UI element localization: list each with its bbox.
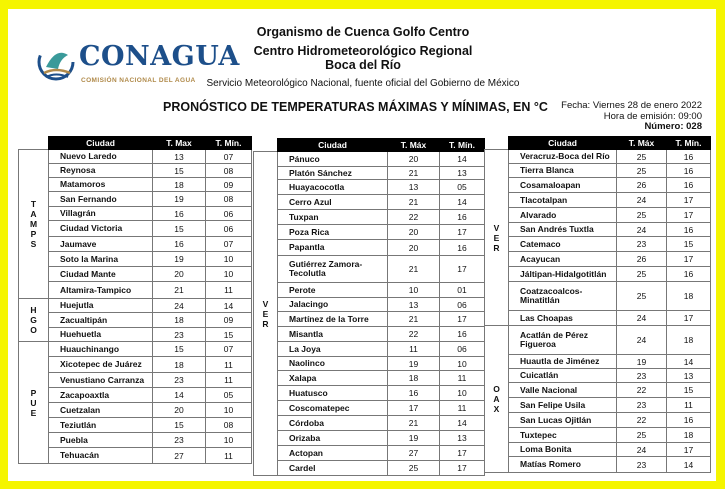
tmin-value: 06 xyxy=(440,298,485,312)
tmin-value: 08 xyxy=(206,164,252,178)
tmax-value: 19 xyxy=(617,355,667,369)
tmin-value: 14 xyxy=(440,195,485,210)
city-name: Coscomatepec xyxy=(278,401,388,416)
table-row xyxy=(19,207,252,221)
table-row xyxy=(19,418,252,433)
table-row xyxy=(19,237,252,252)
tmax-value: 16 xyxy=(153,237,206,252)
forecast-sheet xyxy=(8,9,716,481)
table-row xyxy=(485,398,711,413)
logo-subtitle: COMISIÓN NACIONAL DEL AGUA xyxy=(81,77,196,84)
table-row xyxy=(19,373,252,388)
city-name: Cuicatlán xyxy=(509,369,617,383)
tmax-value: 21 xyxy=(388,256,440,283)
tmax-value: 24 xyxy=(617,223,667,237)
tmin-value: 11 xyxy=(206,282,252,299)
city-name: Acayucan xyxy=(509,252,617,267)
service-line: Servicio Meteorológico Nacional, fuente oficial del Gobierno de México xyxy=(206,78,520,89)
table-header xyxy=(485,137,711,150)
table-row xyxy=(485,383,711,398)
table-row xyxy=(485,355,711,369)
table-row xyxy=(485,282,711,311)
forecast-table-3 xyxy=(484,136,711,473)
city-name: San Fernando xyxy=(49,192,153,207)
tmin-value: 09 xyxy=(206,178,252,192)
table-row xyxy=(254,256,485,283)
city-header: Ciudad xyxy=(509,137,617,150)
tmin-value: 07 xyxy=(206,237,252,252)
table-row xyxy=(254,357,485,371)
table-row xyxy=(485,413,711,428)
tmax-value: 19 xyxy=(153,192,206,207)
tmin-value: 17 xyxy=(667,252,711,267)
city-name: Huejutla xyxy=(49,299,153,313)
state-label: V E R xyxy=(485,150,509,326)
table-row xyxy=(19,388,252,403)
tmax-value: 13 xyxy=(388,298,440,312)
tmax-value: 17 xyxy=(388,401,440,416)
table-row xyxy=(485,164,711,178)
state-label: O A X xyxy=(485,326,509,473)
table-row xyxy=(254,431,485,446)
city-name: San Lucas Ojitlán xyxy=(509,413,617,428)
tmax-value: 16 xyxy=(388,386,440,401)
city-name: Teziutlán xyxy=(49,418,153,433)
tmax-value: 19 xyxy=(388,357,440,371)
tmin-value: 16 xyxy=(440,210,485,225)
tmin-value: 11 xyxy=(206,448,252,464)
table-row xyxy=(485,443,711,457)
city-name: Tuxtepec xyxy=(509,428,617,443)
conagua-emblem-icon xyxy=(36,37,76,87)
table-row xyxy=(254,312,485,327)
tmin-value: 17 xyxy=(667,193,711,208)
tmin-value: 16 xyxy=(440,327,485,342)
city-name: Las Choapas xyxy=(509,311,617,326)
tmax-value: 13 xyxy=(388,180,440,195)
tmax-value: 20 xyxy=(388,225,440,240)
table-row xyxy=(485,267,711,282)
table-row xyxy=(254,416,485,431)
city-name: Zacapoaxtla xyxy=(49,388,153,403)
city-name: Matías Romero xyxy=(509,457,617,473)
tmin-value: 17 xyxy=(667,208,711,223)
table-row xyxy=(19,267,252,282)
table-row xyxy=(19,403,252,418)
tmin-value: 09 xyxy=(206,313,252,328)
tmax-value: 23 xyxy=(153,433,206,448)
tmax-value: 21 xyxy=(388,312,440,327)
city-name: Acatlán de Pérez Figueroa xyxy=(509,326,617,355)
table-row xyxy=(19,357,252,373)
tmax-value: 20 xyxy=(153,403,206,418)
city-name: Jáltipan-Hidalgotitlán xyxy=(509,267,617,282)
tmin-header: T. Mín. xyxy=(440,139,485,152)
issue-number: Número: 028 xyxy=(644,121,702,132)
tmin-value: 17 xyxy=(440,256,485,283)
table-row xyxy=(485,150,711,164)
city-name: Huayacocotla xyxy=(278,180,388,195)
city-name: Poza Rica xyxy=(278,225,388,240)
table-row xyxy=(485,369,711,383)
tmax-value: 24 xyxy=(617,443,667,457)
tmax-value: 11 xyxy=(388,342,440,357)
table-row xyxy=(254,342,485,357)
tmax-value: 23 xyxy=(153,328,206,342)
tmax-value: 25 xyxy=(617,267,667,282)
tmin-value: 06 xyxy=(206,221,252,237)
tmax-value: 23 xyxy=(617,398,667,413)
city-name: Zacualtipán xyxy=(49,313,153,328)
table-row xyxy=(485,208,711,223)
state-label: H G O xyxy=(19,299,49,342)
tmax-header: T. Máx xyxy=(617,137,667,150)
tmax-value: 22 xyxy=(388,327,440,342)
table-row xyxy=(485,428,711,443)
tmin-value: 07 xyxy=(206,342,252,357)
city-name: Jalacingo xyxy=(278,298,388,312)
table-header xyxy=(254,139,485,152)
tmin-value: 06 xyxy=(440,342,485,357)
tmax-value: 21 xyxy=(388,167,440,180)
city-name: Cerro Azul xyxy=(278,195,388,210)
tmin-value: 15 xyxy=(667,383,711,398)
city-name: Ciudad Mante xyxy=(49,267,153,282)
table-row xyxy=(19,342,252,357)
page-title: PRONÓSTICO DE TEMPERATURAS MÁXIMAS Y MÍNIMAS, EN °C xyxy=(163,100,548,114)
tmin-value: 10 xyxy=(440,386,485,401)
tmax-value: 21 xyxy=(388,195,440,210)
tmax-value: 25 xyxy=(617,150,667,164)
tmax-value: 18 xyxy=(153,178,206,192)
city-name: Catemaco xyxy=(509,237,617,252)
city-name: Jaumave xyxy=(49,237,153,252)
tmax-value: 21 xyxy=(388,416,440,431)
table-row xyxy=(485,193,711,208)
city-name: Altamira-Tampico xyxy=(49,282,153,299)
city-name: Perote xyxy=(278,283,388,298)
tmax-value: 18 xyxy=(388,371,440,386)
tmin-value: 17 xyxy=(440,461,485,476)
table-row xyxy=(485,223,711,237)
tmax-value: 25 xyxy=(617,428,667,443)
table-row xyxy=(19,282,252,299)
table-row xyxy=(254,446,485,461)
tmin-value: 14 xyxy=(667,355,711,369)
tmin-value: 16 xyxy=(667,178,711,193)
tmin-value: 10 xyxy=(206,252,252,267)
city-name: Tlacotalpan xyxy=(509,193,617,208)
table-row xyxy=(19,252,252,267)
state-header xyxy=(485,137,509,150)
tmin-value: 10 xyxy=(206,433,252,448)
tmin-value: 14 xyxy=(667,457,711,473)
tmin-value: 11 xyxy=(667,398,711,413)
table-header xyxy=(19,137,252,150)
table-row xyxy=(19,192,252,207)
tmax-value: 20 xyxy=(388,152,440,167)
state-label: T A M P S xyxy=(19,150,49,299)
logo-wordmark: CONAGUA xyxy=(79,41,240,72)
tmax-value: 22 xyxy=(617,383,667,398)
state-label: V E R xyxy=(254,152,278,476)
tmin-value: 14 xyxy=(206,299,252,313)
city-name: San Andrés Tuxtla xyxy=(509,223,617,237)
state-label: P U E xyxy=(19,342,49,464)
city-name: Reynosa xyxy=(49,164,153,178)
table-row xyxy=(254,386,485,401)
tmax-value: 24 xyxy=(153,299,206,313)
tmax-value: 16 xyxy=(153,207,206,221)
table-row xyxy=(19,164,252,178)
table-row xyxy=(254,371,485,386)
tmax-value: 15 xyxy=(153,418,206,433)
table-row xyxy=(254,283,485,298)
conagua-logo xyxy=(36,37,240,89)
city-name: Huautla de Jiménez xyxy=(509,355,617,369)
city-name: Naolinco xyxy=(278,357,388,371)
tmin-value: 14 xyxy=(440,416,485,431)
tmin-value: 17 xyxy=(667,443,711,457)
city-name: Orizaba xyxy=(278,431,388,446)
tmax-value: 24 xyxy=(617,193,667,208)
city-name: Martínez de la Torre xyxy=(278,312,388,327)
table-row xyxy=(254,167,485,180)
table-row xyxy=(485,252,711,267)
city-name: Nuevo Laredo xyxy=(49,150,153,164)
tmax-value: 20 xyxy=(153,267,206,282)
tmin-value: 11 xyxy=(440,401,485,416)
tmax-value: 24 xyxy=(617,311,667,326)
city-name: Pánuco xyxy=(278,152,388,167)
city-name: Tierra Blanca xyxy=(509,164,617,178)
table-row xyxy=(485,326,711,355)
tmin-header: T. Mín. xyxy=(206,137,252,150)
city-name: Tuxpan xyxy=(278,210,388,225)
tmin-value: 18 xyxy=(667,282,711,311)
table-row xyxy=(485,237,711,252)
table-row xyxy=(485,457,711,473)
org-title: Organismo de Cuenca Golfo Centro xyxy=(256,25,470,39)
issue-date: Fecha: Viernes 28 de enero 2022 xyxy=(561,100,702,111)
tmax-value: 15 xyxy=(153,221,206,237)
tmin-value: 17 xyxy=(440,446,485,461)
tmin-value: 15 xyxy=(206,328,252,342)
city-name: Papantla xyxy=(278,240,388,256)
city-name: Cuetzalan xyxy=(49,403,153,418)
city-name: Ciudad Victoria xyxy=(49,221,153,237)
tmax-value: 20 xyxy=(388,240,440,256)
city-name: Misantla xyxy=(278,327,388,342)
tmax-value: 23 xyxy=(617,457,667,473)
tmax-value: 24 xyxy=(617,326,667,355)
city-name: Xicotepec de Juárez xyxy=(49,357,153,373)
table-row xyxy=(254,298,485,312)
tmin-value: 14 xyxy=(440,152,485,167)
city-name: Veracruz-Boca del Río xyxy=(509,150,617,164)
tmax-value: 19 xyxy=(153,252,206,267)
center-title: Centro Hidrometeorológico Regional xyxy=(253,44,473,58)
forecast-table-2 xyxy=(253,138,485,476)
table-row xyxy=(485,311,711,326)
tmax-value: 22 xyxy=(388,210,440,225)
table-row xyxy=(254,401,485,416)
tmax-value: 23 xyxy=(617,369,667,383)
city-name: Loma Bonita xyxy=(509,443,617,457)
tmax-value: 15 xyxy=(153,164,206,178)
tmin-value: 18 xyxy=(667,428,711,443)
tmin-value: 17 xyxy=(440,312,485,327)
state-header xyxy=(19,137,49,150)
city-name: Huehuetla xyxy=(49,328,153,342)
city-header: Ciudad xyxy=(278,139,388,152)
tmin-value: 11 xyxy=(440,371,485,386)
city-name: Actopan xyxy=(278,446,388,461)
tmin-value: 11 xyxy=(206,357,252,373)
tmax-value: 23 xyxy=(617,237,667,252)
tmin-value: 08 xyxy=(206,418,252,433)
tmin-value: 05 xyxy=(440,180,485,195)
tmin-value: 10 xyxy=(206,267,252,282)
tmax-value: 13 xyxy=(153,150,206,164)
city-name: Cardel xyxy=(278,461,388,476)
table-row xyxy=(19,299,252,313)
state-header xyxy=(254,139,278,152)
table-row xyxy=(254,327,485,342)
tmin-value: 10 xyxy=(440,357,485,371)
tmax-value: 27 xyxy=(153,448,206,464)
tmin-value: 16 xyxy=(667,164,711,178)
table-row xyxy=(254,152,485,167)
tmax-value: 18 xyxy=(153,313,206,328)
tmax-header: T. Max xyxy=(153,137,206,150)
table-row xyxy=(254,240,485,256)
table-row xyxy=(19,150,252,164)
table-row xyxy=(254,210,485,225)
table-row xyxy=(254,180,485,195)
city-name: Huauchinango xyxy=(49,342,153,357)
table-row xyxy=(19,178,252,192)
tmin-value: 16 xyxy=(667,413,711,428)
city-name: Venustiano Carranza xyxy=(49,373,153,388)
tmax-value: 25 xyxy=(617,282,667,311)
city-name: Huatusco xyxy=(278,386,388,401)
city-name: Platón Sánchez xyxy=(278,167,388,180)
tmax-value: 23 xyxy=(153,373,206,388)
tmin-value: 16 xyxy=(667,223,711,237)
tmax-value: 26 xyxy=(617,252,667,267)
table-row xyxy=(19,448,252,464)
tmin-value: 13 xyxy=(440,167,485,180)
city-name: Cosamaloapan xyxy=(509,178,617,193)
tmin-value: 10 xyxy=(206,403,252,418)
city-name: Tehuacán xyxy=(49,448,153,464)
tmax-value: 27 xyxy=(388,446,440,461)
tmax-value: 21 xyxy=(153,282,206,299)
tmin-value: 15 xyxy=(667,237,711,252)
tmax-value: 14 xyxy=(153,388,206,403)
city-name: Xalapa xyxy=(278,371,388,386)
tmin-value: 06 xyxy=(206,207,252,221)
table-row xyxy=(19,313,252,328)
table-row xyxy=(19,433,252,448)
city-name: Matamoros xyxy=(49,178,153,192)
tmax-value: 10 xyxy=(388,283,440,298)
tmin-header: T. Mín. xyxy=(667,137,711,150)
tmax-value: 22 xyxy=(617,413,667,428)
table-row xyxy=(254,225,485,240)
tmin-value: 16 xyxy=(667,150,711,164)
tmin-value: 08 xyxy=(206,192,252,207)
city-name: La Joya xyxy=(278,342,388,357)
tmin-value: 11 xyxy=(206,373,252,388)
table-row xyxy=(19,328,252,342)
tmax-header: T. Máx xyxy=(388,139,440,152)
issue-time: Hora de emisión: 09:00 xyxy=(603,111,702,122)
tmin-value: 16 xyxy=(440,240,485,256)
tmax-value: 25 xyxy=(388,461,440,476)
tmin-value: 01 xyxy=(440,283,485,298)
tmin-value: 17 xyxy=(667,311,711,326)
table-row xyxy=(254,461,485,476)
city-name: Córdoba xyxy=(278,416,388,431)
tmax-value: 18 xyxy=(153,357,206,373)
tmax-value: 25 xyxy=(617,208,667,223)
city-name: Soto la Marina xyxy=(49,252,153,267)
tmin-value: 05 xyxy=(206,388,252,403)
tmin-value: 07 xyxy=(206,150,252,164)
tmin-value: 18 xyxy=(667,326,711,355)
city-name: Puebla xyxy=(49,433,153,448)
tmax-value: 26 xyxy=(617,178,667,193)
place-title: Boca del Río xyxy=(325,58,401,72)
tmax-value: 15 xyxy=(153,342,206,357)
city-name: San Felipe Usila xyxy=(509,398,617,413)
forecast-table-1 xyxy=(18,136,252,464)
tmin-value: 17 xyxy=(440,225,485,240)
tmax-value: 19 xyxy=(388,431,440,446)
city-name: Gutiérrez Zamora-Tecolutla xyxy=(278,256,388,283)
tmin-value: 13 xyxy=(667,369,711,383)
tmin-value: 16 xyxy=(667,267,711,282)
city-name: Coatzacoalcos-Minatitlán xyxy=(509,282,617,311)
city-name: Alvarado xyxy=(509,208,617,223)
city-header: Ciudad xyxy=(49,137,153,150)
city-name: Valle Nacional xyxy=(509,383,617,398)
table-row xyxy=(19,221,252,237)
tmin-value: 13 xyxy=(440,431,485,446)
tmax-value: 25 xyxy=(617,164,667,178)
table-row xyxy=(254,195,485,210)
city-name: Villagrán xyxy=(49,207,153,221)
table-row xyxy=(485,178,711,193)
